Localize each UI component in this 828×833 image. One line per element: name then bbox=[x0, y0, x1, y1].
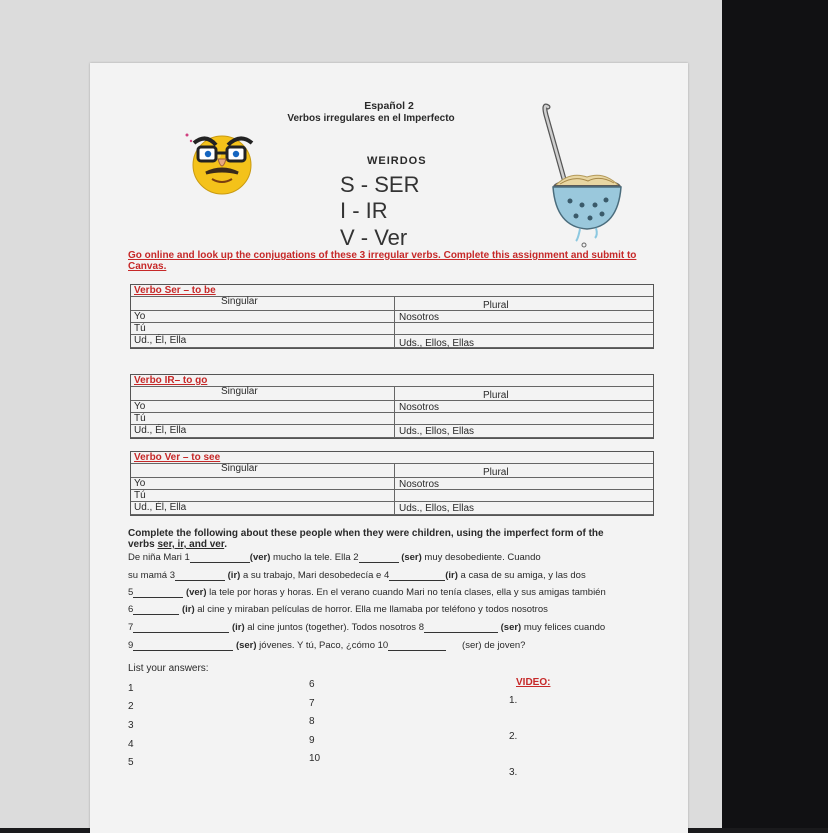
course-title: Español 2 bbox=[364, 100, 414, 112]
line-text: jóvenes. Y tú, Paco, ¿cómo 10 bbox=[256, 640, 389, 651]
singular-header: Singular bbox=[221, 463, 258, 474]
exercise-line-1 bbox=[128, 552, 656, 563]
answer-number[interactable]: 9 bbox=[309, 735, 315, 746]
table-ser bbox=[130, 284, 654, 349]
verb-hint: (ser) bbox=[401, 552, 422, 563]
answer-number[interactable]: 7 bbox=[309, 698, 315, 709]
singular-header: Singular bbox=[221, 296, 258, 307]
table-header-row bbox=[131, 297, 653, 311]
answer-number[interactable]: 1 bbox=[128, 683, 134, 694]
exercise-heading-line2: verbs ser, ir, and ver. bbox=[128, 539, 227, 550]
singular-header: Singular bbox=[221, 386, 258, 397]
column-divider bbox=[394, 463, 395, 515]
mnemonic-ver: V - Ver bbox=[340, 225, 408, 250]
exercise-line-4 bbox=[128, 604, 656, 615]
line-text: mucho la tele. Ella 2 bbox=[270, 552, 359, 563]
column-divider bbox=[394, 386, 395, 438]
mnemonic-ser: S - SER bbox=[340, 172, 420, 197]
table-row bbox=[131, 323, 653, 335]
table-header-row bbox=[131, 464, 653, 478]
pronoun-singular: Ud., Él, Ella bbox=[134, 502, 187, 513]
table-header-row bbox=[131, 387, 653, 401]
column-divider bbox=[394, 296, 395, 348]
verb-hint: (ver) bbox=[249, 552, 271, 563]
line-text: 6 bbox=[128, 604, 134, 615]
pronoun-singular: Ud., Él, Ella bbox=[134, 335, 187, 346]
worksheet-page bbox=[90, 63, 688, 833]
answer-number[interactable]: 10 bbox=[309, 753, 321, 764]
verb-hint: (ir) bbox=[227, 570, 241, 581]
heading-prefix: verbs bbox=[128, 539, 158, 550]
answer-blank-10[interactable] bbox=[388, 641, 446, 651]
exercise-line-2 bbox=[128, 570, 656, 581]
worksheet-subtitle: Verbos irregulares en el Imperfecto bbox=[287, 113, 455, 124]
spaghetti-strainer-icon bbox=[540, 101, 630, 249]
answer-blank-3[interactable] bbox=[175, 571, 225, 581]
answer-blank-4[interactable] bbox=[389, 571, 445, 581]
answer-number[interactable]: 8 bbox=[309, 716, 315, 727]
table-row bbox=[131, 502, 653, 515]
answers-label: List your answers: bbox=[128, 663, 209, 674]
answer-number[interactable]: 3 bbox=[128, 720, 134, 731]
plural-header: Plural bbox=[483, 390, 509, 401]
exercise-heading bbox=[128, 528, 658, 550]
exercise-heading-line1: Complete the following about these people when they were children, using the imperfect form of the bbox=[128, 528, 604, 539]
verb-hint: (ser) bbox=[235, 640, 257, 651]
verb-hint: (ir) bbox=[181, 604, 195, 615]
pronoun-plural: Nosotros bbox=[399, 312, 440, 323]
pronoun-singular: Yo bbox=[134, 401, 146, 412]
table-title: Verbo Ver – to see bbox=[131, 452, 653, 464]
table-row bbox=[131, 478, 653, 490]
answer-blank-5[interactable] bbox=[133, 588, 183, 598]
pronoun-singular: Yo bbox=[134, 478, 146, 489]
plural-header: Plural bbox=[483, 467, 509, 478]
line-text: muy felices cuando bbox=[521, 622, 606, 633]
answer-number[interactable]: 6 bbox=[309, 679, 315, 690]
table-row bbox=[131, 335, 653, 348]
table-title: Verbo Ser – to be bbox=[131, 285, 653, 297]
video-answer[interactable]: 2. bbox=[509, 731, 518, 742]
verb-hint: (ser) bbox=[462, 640, 482, 651]
answer-number[interactable]: 2 bbox=[128, 701, 134, 712]
line-text: a casa de su amiga, y las dos bbox=[457, 570, 586, 581]
answer-number[interactable]: 4 bbox=[128, 739, 134, 750]
line-text: de joven? bbox=[481, 640, 526, 651]
pronoun-plural: Uds., Ellos, Ellas bbox=[399, 338, 475, 349]
table-row bbox=[131, 425, 653, 438]
mnemonic-title: WEIRDOS bbox=[367, 155, 427, 167]
line-text: su mamá 3 bbox=[128, 570, 175, 581]
answer-blank-8[interactable] bbox=[424, 623, 498, 633]
exercise-line-6 bbox=[128, 640, 656, 651]
line-text: 9 bbox=[128, 640, 134, 651]
verb-hint: (ser) bbox=[500, 622, 522, 633]
line-text: al cine y miraban películas de horror. Ella me llamaba por teléfono y todos nosotros bbox=[194, 604, 548, 615]
pronoun-singular: Tú bbox=[134, 413, 146, 424]
pronoun-singular: Yo bbox=[134, 311, 146, 322]
exercise-line-3 bbox=[128, 587, 656, 598]
line-text: al cine juntos (together). Todos nosotros 8 bbox=[244, 622, 424, 633]
pronoun-singular: Tú bbox=[134, 490, 146, 501]
answer-blank-7[interactable] bbox=[133, 623, 229, 633]
table-row bbox=[131, 401, 653, 413]
table-ir bbox=[130, 374, 654, 439]
table-row bbox=[131, 413, 653, 425]
assignment-instructions: Go online and look up the conjugations of these 3 irregular verbs. Complete this assignment and submit to Canvas. bbox=[128, 250, 637, 272]
table-ver bbox=[130, 451, 654, 516]
table-row bbox=[131, 311, 653, 323]
pronoun-plural: Nosotros bbox=[399, 479, 440, 490]
video-answer[interactable]: 3. bbox=[509, 767, 518, 778]
heading-verbs: ser, ir, and ver bbox=[157, 539, 225, 550]
answer-blank-1[interactable] bbox=[190, 553, 250, 563]
table-title: Verbo IR– to go bbox=[131, 375, 653, 387]
video-answer[interactable]: 1. bbox=[509, 695, 518, 706]
answer-number[interactable]: 5 bbox=[128, 757, 134, 768]
mnemonic-ir: I - IR bbox=[340, 198, 388, 223]
line-text: De niña Mari 1 bbox=[128, 552, 190, 563]
pronoun-singular: Ud., Él, Ella bbox=[134, 425, 187, 436]
verb-hint: (ir) bbox=[231, 622, 245, 633]
dark-edge bbox=[722, 0, 828, 828]
line-text: la tele por horas y horas. En el verano cuando Mari no tenía clases, ella y sus amigas también bbox=[206, 587, 606, 598]
video-label: VIDEO: bbox=[516, 677, 551, 688]
pronoun-singular: Tú bbox=[134, 323, 146, 334]
plural-header: Plural bbox=[483, 300, 509, 311]
exercise-line-5 bbox=[128, 622, 656, 633]
line-text: a su trabajo, Mari desobedecía e 4 bbox=[240, 570, 390, 581]
pronoun-plural: Nosotros bbox=[399, 402, 440, 413]
disguise-smiley-icon bbox=[182, 123, 264, 203]
answer-blank-6[interactable] bbox=[133, 605, 179, 615]
table-row bbox=[131, 490, 653, 502]
line-text: 5 bbox=[128, 587, 134, 598]
line-text: 7 bbox=[128, 622, 134, 633]
verb-hint: (ir) bbox=[445, 570, 458, 581]
verb-hint: (ver) bbox=[185, 587, 207, 598]
line-text: muy desobediente. Cuando bbox=[421, 552, 541, 563]
pronoun-plural: Uds., Ellos, Ellas bbox=[399, 503, 475, 514]
answer-blank-2[interactable] bbox=[359, 553, 399, 563]
pronoun-plural: Uds., Ellos, Ellas bbox=[399, 426, 475, 437]
answer-blank-9[interactable] bbox=[133, 641, 233, 651]
